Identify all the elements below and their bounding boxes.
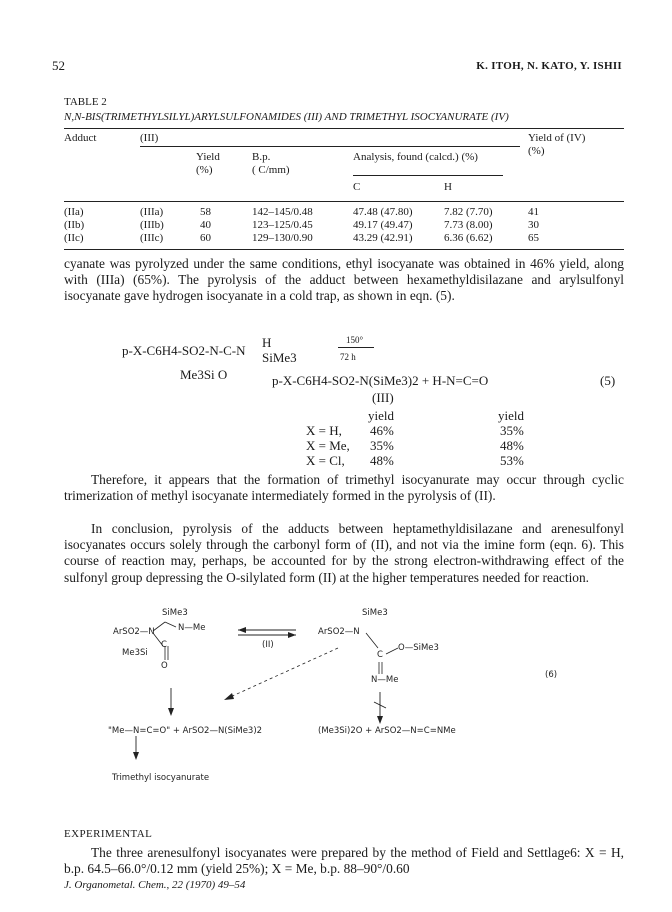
scheme-right-o-simes: O—SiMe3 [398, 643, 439, 653]
eq5-h: H [262, 335, 272, 350]
col-yield-iv: Yield of (IV) [528, 132, 586, 144]
scheme-trimer-label: Trimethyl isocyanurate [112, 773, 210, 783]
scheme-right-arso2n: ArSO2—N [318, 627, 360, 637]
eq5-iii-label: (III) [372, 390, 394, 405]
scheme-left-arso2n: ArSO2—N [113, 627, 155, 637]
sub-yield: Yield [196, 151, 220, 163]
paragraph-4: The three arenesulfonyl isocyanates were prepared by the method of Field and Settlage6: X = H, b.p. 64.5–66.0°/0.12 mm (yield 25%); X = Me, b.p. 88–90°/0.60 [64, 845, 624, 877]
paragraph-2: Therefore, it appears that the formation of trimethyl isocyanurate may occur through cyclic trimerization of methyl isocyanate intermediately formed in the pyrolysis of (II). [64, 472, 624, 504]
table-bottom-rule [64, 249, 624, 250]
scheme-right-c: C [377, 650, 383, 660]
eq5-arrow [338, 347, 374, 348]
sub-analysis: Analysis, found (calcd.) (%) [353, 151, 478, 163]
running-head-authors: K. ITOH, N. KATO, Y. ISHII [476, 60, 622, 72]
table-sub-rule [140, 146, 520, 147]
table-caption: N,N-BIS(TRIMETHYLSILYL)ARYLSULFONAMIDES (III) AND TRIMETHYL ISOCYANURATE (IV) [64, 111, 509, 123]
sub-bp-unit: ( C/mm) [252, 164, 290, 176]
page-number: 52 [52, 58, 65, 73]
eq5-number: (5) [600, 373, 616, 388]
eq5-yield-head-1: yield [368, 408, 394, 423]
paragraph-3: In conclusion, pyrolysis of the adducts between heptamethyldisilazane and arenesulfonyl isocyanates occurs solely through the carbonyl form of (II), and not via the imine form (eqn. 6). This course of reaction may, perhaps, be accounted for by the strong electron-withdrawing effect of the sulfonyl group depressing the O-silylated form (II) at the higher temperatures needed for reaction. [64, 521, 624, 585]
table-header-rule [64, 201, 624, 202]
scheme-left-c: C [161, 640, 167, 650]
sub-c: C [353, 181, 361, 193]
eq5-reactant: p-X-C6H4-SO2-N-C-N [122, 343, 246, 358]
table-label: TABLE 2 [64, 96, 107, 108]
analysis-rule [353, 175, 503, 176]
sub-bp: B.p. [252, 151, 271, 163]
section-heading: EXPERIMENTAL [64, 828, 153, 840]
scheme-mid-label: (II) [262, 640, 274, 650]
eq5-yield-head-2: yield [498, 408, 524, 423]
scheme-left-me3si: Me3Si [122, 648, 148, 658]
scheme-number: (6) [545, 670, 558, 680]
eq5-products: p-X-C6H4-SO2-N(SiMe3)2 + H-N=C=O [272, 373, 489, 388]
scheme-right-simes: SiMe3 [362, 608, 388, 618]
table-top-rule [64, 128, 624, 129]
scheme-bottom-left: "Me—N=C=O" + ArSO2—N(SiMe3)2 [108, 726, 263, 736]
col-iii: (III) [140, 132, 159, 144]
scheme-left-nme: N—Me [178, 623, 206, 633]
journal-footer: J. Organometal. Chem., 22 (1970) 49–54 [64, 879, 246, 891]
scheme-left-o: O [161, 661, 168, 671]
eq5-temperature: 150° [346, 335, 364, 345]
col-adduct: Adduct [64, 132, 97, 144]
sub-yield-unit: (%) [196, 164, 213, 176]
col-yield-iv-unit: (%) [528, 145, 545, 157]
eq5-simes: SiMe3 [262, 350, 297, 365]
eq5-time: 72 h [340, 352, 356, 362]
sub-h: H [444, 181, 452, 193]
scheme-left-simes: SiMe3 [162, 608, 188, 618]
scheme-right-nme: N—Me [371, 675, 399, 685]
paragraph-1: cyanate was pyrolyzed under the same conditions, ethyl isocyanate was obtained in 46% yield, along with (IIIa) (65%). The pyrolysis of the adduct between hexamethyldisilazane and arylsulfonyl isocyanate gave hydrogen isocyanate in a cold trap, as shown in eqn. (5). [64, 256, 624, 304]
scheme-bottom-right: (Me3Si)2O + ArSO2—N=C=NMe [318, 726, 456, 736]
eq5-me3si-o: Me3Si O [180, 367, 228, 382]
